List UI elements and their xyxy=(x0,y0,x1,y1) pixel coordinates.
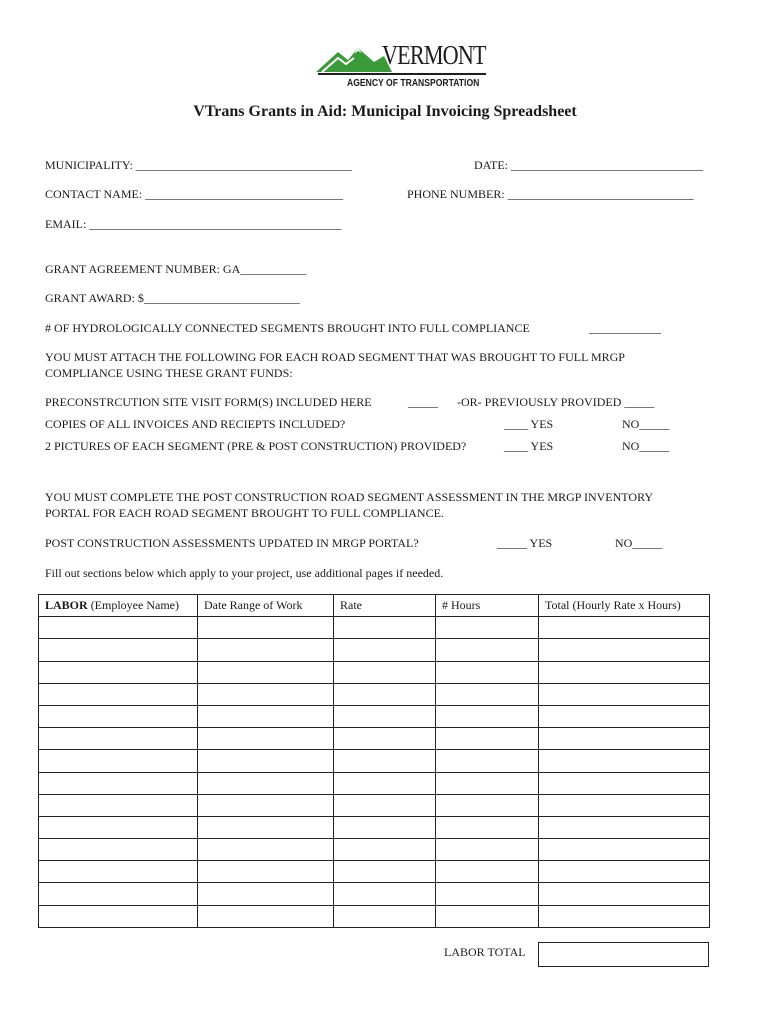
header-rate: Rate xyxy=(334,595,436,617)
logo-subtitle: AGENCY OF TRANSPORTATION xyxy=(347,78,480,89)
table-cell[interactable] xyxy=(436,661,539,683)
table-cell[interactable] xyxy=(334,728,436,750)
checklist-no[interactable]: NO_____ xyxy=(622,439,670,453)
table-cell[interactable] xyxy=(539,661,710,683)
table-cell[interactable] xyxy=(539,816,710,838)
table-cell[interactable] xyxy=(334,639,436,661)
table-cell[interactable] xyxy=(334,750,436,772)
table-cell[interactable] xyxy=(334,839,436,861)
table-cell[interactable] xyxy=(39,639,198,661)
table-cell[interactable] xyxy=(334,683,436,705)
labor-total-value[interactable] xyxy=(538,942,709,967)
segments-blank[interactable]: ____________ xyxy=(589,321,661,335)
table-cell[interactable] xyxy=(334,617,436,639)
table-cell[interactable] xyxy=(39,661,198,683)
table-row xyxy=(39,816,710,838)
table-cell[interactable] xyxy=(334,705,436,727)
post-instructions-line1: YOU MUST COMPLETE THE POST CONSTRUCTION ROAD SEGMENT ASSESSMENT IN THE MRGP INVENTORY xyxy=(45,490,654,504)
table-row xyxy=(39,883,710,905)
attach-instructions-line2: COMPLIANCE USING THESE GRANT FUNDS: xyxy=(45,366,293,380)
table-cell[interactable] xyxy=(198,705,334,727)
table-cell[interactable] xyxy=(436,683,539,705)
table-cell[interactable] xyxy=(198,816,334,838)
labor-total-label: LABOR TOTAL xyxy=(444,945,526,959)
table-cell[interactable] xyxy=(198,683,334,705)
checklist-yes[interactable]: ____ YES xyxy=(504,417,554,431)
post-question-label: POST CONSTRUCTION ASSESSMENTS UPDATED IN MRGP PORTAL? xyxy=(45,536,419,550)
table-cell[interactable] xyxy=(334,794,436,816)
table-row xyxy=(39,728,710,750)
section-instructions: Fill out sections below which apply to your project, use additional pages if needed. xyxy=(45,566,444,580)
labor-table xyxy=(38,594,710,928)
table-row xyxy=(39,794,710,816)
header-total: Total (Hourly Rate x Hours) xyxy=(539,595,710,617)
table-cell[interactable] xyxy=(539,794,710,816)
page-title: VTrans Grants in Aid: Municipal Invoicing Spreadsheet xyxy=(193,103,577,120)
date-field[interactable]: DATE: ________________________________ xyxy=(474,158,703,172)
post-yes[interactable]: _____ YES xyxy=(497,536,553,550)
table-cell[interactable] xyxy=(436,905,539,927)
table-row xyxy=(39,617,710,639)
table-cell[interactable] xyxy=(198,883,334,905)
table-cell[interactable] xyxy=(334,772,436,794)
email-field[interactable]: EMAIL: __________________________________________ xyxy=(45,217,342,231)
table-cell[interactable] xyxy=(436,816,539,838)
municipality-field[interactable]: MUNICIPALITY: ____________________________________ xyxy=(45,158,352,172)
labor-table-header-row xyxy=(39,595,710,617)
table-cell[interactable] xyxy=(436,883,539,905)
table-cell[interactable] xyxy=(436,617,539,639)
table-cell[interactable] xyxy=(334,816,436,838)
checklist-no[interactable]: NO_____ xyxy=(622,417,670,431)
table-cell[interactable] xyxy=(539,750,710,772)
table-row xyxy=(39,683,710,705)
phone-number-field[interactable]: PHONE NUMBER: _______________________________ xyxy=(407,187,694,201)
table-row xyxy=(39,705,710,727)
table-cell[interactable] xyxy=(539,839,710,861)
checklist-option[interactable]: -OR- PREVIOUSLY PROVIDED _____ xyxy=(457,395,655,409)
header-hours: # Hours xyxy=(436,595,539,617)
table-cell[interactable] xyxy=(39,683,198,705)
table-row xyxy=(39,861,710,883)
table-cell[interactable] xyxy=(198,905,334,927)
attach-instructions-line1: YOU MUST ATTACH THE FOLLOWING FOR EACH ROAD SEGMENT THAT WAS BROUGHT TO FULL MRGP xyxy=(45,350,625,364)
table-cell[interactable] xyxy=(39,772,198,794)
table-row xyxy=(39,750,710,772)
table-cell[interactable] xyxy=(436,839,539,861)
table-cell[interactable] xyxy=(436,861,539,883)
table-cell[interactable] xyxy=(198,839,334,861)
table-cell[interactable] xyxy=(436,728,539,750)
table-row xyxy=(39,639,710,661)
table-cell[interactable] xyxy=(539,772,710,794)
table-cell[interactable] xyxy=(436,772,539,794)
table-cell[interactable] xyxy=(39,705,198,727)
logo-divider xyxy=(318,73,486,75)
table-cell[interactable] xyxy=(539,705,710,727)
table-cell[interactable] xyxy=(539,639,710,661)
grant-agreement-field[interactable]: GRANT AGREEMENT NUMBER: GA___________ xyxy=(45,262,307,276)
table-cell[interactable] xyxy=(39,728,198,750)
table-cell[interactable] xyxy=(539,683,710,705)
table-cell[interactable] xyxy=(198,794,334,816)
logo-wordmark: VERMONT xyxy=(382,40,486,70)
post-instructions-line2: PORTAL FOR EACH ROAD SEGMENT BROUGHT TO FULL COMPLIANCE. xyxy=(45,506,444,520)
table-cell[interactable] xyxy=(39,861,198,883)
checklist-label: PRECONSTRCUTION SITE VISIT FORM(S) INCLUDED HERE xyxy=(45,395,372,409)
table-cell[interactable] xyxy=(39,794,198,816)
table-cell[interactable] xyxy=(334,861,436,883)
table-cell[interactable] xyxy=(198,772,334,794)
table-cell[interactable] xyxy=(436,794,539,816)
table-cell[interactable] xyxy=(539,728,710,750)
table-row xyxy=(39,839,710,861)
table-cell[interactable] xyxy=(198,661,334,683)
table-cell[interactable] xyxy=(39,617,198,639)
table-cell[interactable] xyxy=(334,883,436,905)
grant-award-field[interactable]: GRANT AWARD: $__________________________ xyxy=(45,291,300,305)
table-cell[interactable] xyxy=(539,617,710,639)
header-labor: LABOR (Employee Name) xyxy=(39,595,198,617)
checklist-blank[interactable]: _____ xyxy=(408,395,438,409)
segments-label: # OF HYDROLOGICALLY CONNECTED SEGMENTS BROUGHT INTO FULL COMPLIANCE xyxy=(45,321,530,335)
table-cell[interactable] xyxy=(334,905,436,927)
header-date-range: Date Range of Work xyxy=(198,595,334,617)
table-cell[interactable] xyxy=(39,883,198,905)
table-cell[interactable] xyxy=(198,639,334,661)
checklist-label: COPIES OF ALL INVOICES AND RECIEPTS INCLUDED? xyxy=(45,417,346,431)
table-row xyxy=(39,772,710,794)
table-cell[interactable] xyxy=(539,861,710,883)
table-cell[interactable] xyxy=(539,883,710,905)
checklist-yes[interactable]: ____ YES xyxy=(504,439,554,453)
table-cell[interactable] xyxy=(39,839,198,861)
checklist-label: 2 PICTURES OF EACH SEGMENT (PRE & POST CONSTRUCTION) PROVIDED? xyxy=(45,439,467,453)
post-no[interactable]: NO_____ xyxy=(615,536,663,550)
table-cell[interactable] xyxy=(39,905,198,927)
table-cell[interactable] xyxy=(436,639,539,661)
table-cell[interactable] xyxy=(436,750,539,772)
table-row xyxy=(39,661,710,683)
table-cell[interactable] xyxy=(539,905,710,927)
table-cell[interactable] xyxy=(436,705,539,727)
table-cell[interactable] xyxy=(334,661,436,683)
contact-name-field[interactable]: CONTACT NAME: _________________________________ xyxy=(45,187,344,201)
table-cell[interactable] xyxy=(198,728,334,750)
table-cell[interactable] xyxy=(39,816,198,838)
table-cell[interactable] xyxy=(198,750,334,772)
table-cell[interactable] xyxy=(198,861,334,883)
table-row xyxy=(39,905,710,927)
table-cell[interactable] xyxy=(198,617,334,639)
table-cell[interactable] xyxy=(39,750,198,772)
